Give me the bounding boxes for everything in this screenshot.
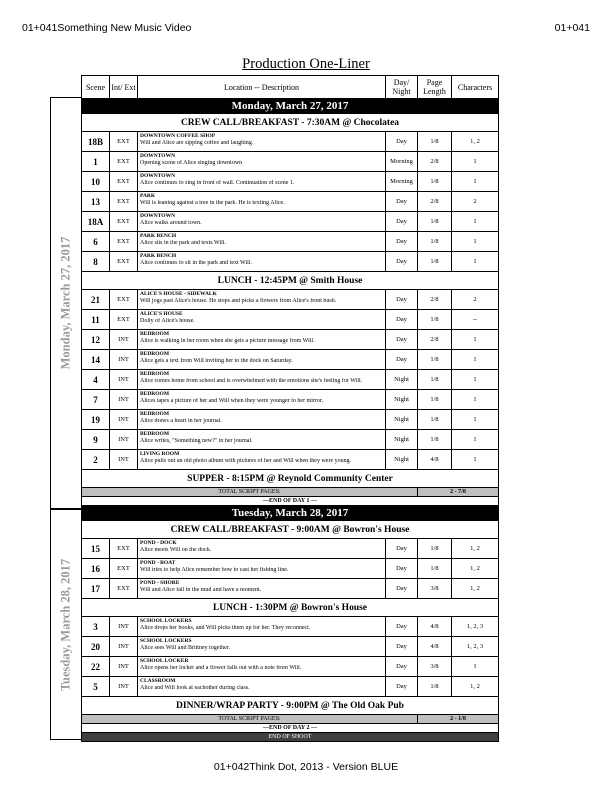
scene-summary: Alice sits in the park and texts Will. bbox=[140, 240, 226, 246]
scene-location: BEDROOM bbox=[140, 411, 170, 417]
characters: 1 bbox=[452, 212, 499, 232]
scene-description bbox=[138, 579, 386, 599]
page-length: 1/8 bbox=[418, 132, 452, 152]
scene-summary: Alice comes home from school and is overwhelmed with the emotions she's feeling for Will. bbox=[140, 378, 363, 384]
characters: 1 bbox=[452, 350, 499, 370]
day-night: Morning bbox=[386, 172, 418, 192]
int-ext: EXT bbox=[110, 172, 138, 192]
page-length: 1/8 bbox=[418, 172, 452, 192]
day-night: Night bbox=[386, 450, 418, 470]
scene-location: CLASSROOM bbox=[140, 678, 176, 684]
characters: 1, 2, 3 bbox=[452, 617, 499, 637]
one-liner-table bbox=[81, 75, 499, 742]
scene-number: 20 bbox=[82, 637, 110, 657]
int-ext: INT bbox=[110, 637, 138, 657]
scene-location: ALICE'S HOUSE - SIDEWALK bbox=[140, 291, 217, 297]
scene-number: 18B bbox=[82, 132, 110, 152]
scene-number: 16 bbox=[82, 559, 110, 579]
scene-location: ALICE'S HOUSE bbox=[140, 311, 183, 317]
column-header-location: Location -- Description bbox=[138, 76, 386, 99]
characters: 1 bbox=[452, 152, 499, 172]
scene-description bbox=[138, 212, 386, 232]
scene-number: 13 bbox=[82, 192, 110, 212]
int-ext: INT bbox=[110, 450, 138, 470]
page-length: 1/8 bbox=[418, 410, 452, 430]
scene-summary: Alice and Will look at eachother during class. bbox=[140, 685, 250, 691]
total-pages-row bbox=[82, 715, 499, 724]
scene-row bbox=[82, 677, 499, 697]
scene-description bbox=[138, 559, 386, 579]
page-length: 4/8 bbox=[418, 637, 452, 657]
int-ext: EXT bbox=[110, 252, 138, 272]
day-night: Day bbox=[386, 132, 418, 152]
scene-location: POND - SHORE bbox=[140, 580, 180, 586]
column-header-day-night: Day/ Night bbox=[386, 76, 418, 99]
scene-row bbox=[82, 310, 499, 330]
scene-summary: Alice pulls out an old photo album with pictures of her and Will when they were young. bbox=[140, 458, 352, 464]
scene-number: 17 bbox=[82, 579, 110, 599]
scene-row bbox=[82, 450, 499, 470]
day-night: Day bbox=[386, 192, 418, 212]
characters: 1 bbox=[452, 657, 499, 677]
scene-summary: Alice drops her books, and Will picks them up for her. They reconnect. bbox=[140, 625, 311, 631]
scene-description bbox=[138, 172, 386, 192]
characters: 1 bbox=[452, 390, 499, 410]
int-ext: EXT bbox=[110, 132, 138, 152]
scene-description bbox=[138, 657, 386, 677]
day-night: Day bbox=[386, 677, 418, 697]
scene-summary: Alice continues to sit in the park and text Will. bbox=[140, 260, 252, 266]
scene-row bbox=[82, 637, 499, 657]
scene-number: 10 bbox=[82, 172, 110, 192]
scene-row bbox=[82, 579, 499, 599]
scene-location: SCHOOL LOCKERS bbox=[140, 618, 192, 624]
characters: 1 bbox=[452, 232, 499, 252]
page-length: 1/8 bbox=[418, 677, 452, 697]
scene-number: 9 bbox=[82, 430, 110, 450]
characters: 1 bbox=[452, 172, 499, 192]
characters: 1 bbox=[452, 370, 499, 390]
scene-number: 21 bbox=[82, 290, 110, 310]
column-header-int-ext: Int/ Ext bbox=[110, 76, 138, 99]
scene-number: 4 bbox=[82, 370, 110, 390]
page-length: 2/8 bbox=[418, 290, 452, 310]
scene-description bbox=[138, 617, 386, 637]
page-length: 3/8 bbox=[418, 657, 452, 677]
page-length: 2/8 bbox=[418, 330, 452, 350]
meal-row bbox=[82, 599, 499, 617]
scene-number: 12 bbox=[82, 330, 110, 350]
closing-meal-label: DINNER/WRAP PARTY - 9:00PM @ The Old Oak Pub bbox=[82, 697, 499, 715]
end-of-day-row bbox=[82, 724, 499, 733]
characters: -- bbox=[452, 310, 499, 330]
characters: 1 bbox=[452, 330, 499, 350]
day-night: Day bbox=[386, 290, 418, 310]
scene-location: PARK BENCH bbox=[140, 233, 177, 239]
scene-location: BEDROOM bbox=[140, 351, 170, 357]
characters: 2 bbox=[452, 192, 499, 212]
total-pages-row bbox=[82, 488, 499, 497]
scene-row bbox=[82, 152, 499, 172]
scene-row bbox=[82, 559, 499, 579]
int-ext: INT bbox=[110, 677, 138, 697]
day-night: Night bbox=[386, 430, 418, 450]
scene-description bbox=[138, 232, 386, 252]
int-ext: INT bbox=[110, 370, 138, 390]
scene-summary: Will and Alice are sipping coffee and laughing. bbox=[140, 140, 254, 146]
scene-location: DOWNTOWN COFFEE SHOP bbox=[140, 133, 216, 139]
scene-row bbox=[82, 617, 499, 637]
characters: 1 bbox=[452, 450, 499, 470]
characters: 1, 2 bbox=[452, 132, 499, 152]
scene-description bbox=[138, 252, 386, 272]
scene-number: 8 bbox=[82, 252, 110, 272]
page-length: 2/8 bbox=[418, 152, 452, 172]
end-of-day-label: ---END OF DAY 2 --- bbox=[82, 724, 499, 733]
scene-location: POND - BOAT bbox=[140, 560, 176, 566]
scene-location: SCHOOL LOCKERS bbox=[140, 638, 192, 644]
page-length: 1/8 bbox=[418, 232, 452, 252]
total-pages-value: 2 - 1/8 bbox=[418, 715, 499, 724]
scene-location: BEDROOM bbox=[140, 391, 170, 397]
scene-summary: Alice walks around town. bbox=[140, 220, 202, 226]
int-ext: INT bbox=[110, 330, 138, 350]
scene-location: DOWNTOWN bbox=[140, 173, 176, 179]
int-ext: EXT bbox=[110, 559, 138, 579]
characters: 1, 2, 3 bbox=[452, 637, 499, 657]
scene-description bbox=[138, 310, 386, 330]
scene-description bbox=[138, 152, 386, 172]
scene-location: SCHOOL LOCKER bbox=[140, 658, 189, 664]
int-ext: EXT bbox=[110, 212, 138, 232]
scene-row bbox=[82, 330, 499, 350]
scene-description bbox=[138, 132, 386, 152]
characters: 1 bbox=[452, 410, 499, 430]
scene-location: DOWNTOWN bbox=[140, 153, 176, 159]
day-night: Night bbox=[386, 410, 418, 430]
scene-number: 15 bbox=[82, 539, 110, 559]
page-length: 1/8 bbox=[418, 430, 452, 450]
int-ext: EXT bbox=[110, 539, 138, 559]
column-header-characters: Characters bbox=[452, 76, 499, 99]
characters: 1 bbox=[452, 430, 499, 450]
total-pages-label: TOTAL SCRIPT PAGES: bbox=[82, 715, 418, 724]
scene-row bbox=[82, 539, 499, 559]
day-night: Day bbox=[386, 539, 418, 559]
characters: 1, 2 bbox=[452, 677, 499, 697]
closing-meal-label: SUPPER - 8:15PM @ Reynold Community Center bbox=[82, 470, 499, 488]
meal-row bbox=[82, 114, 499, 132]
scene-row bbox=[82, 252, 499, 272]
day-night: Day bbox=[386, 252, 418, 272]
int-ext: EXT bbox=[110, 579, 138, 599]
scene-location: BEDROOM bbox=[140, 431, 170, 437]
day-night: Day bbox=[386, 657, 418, 677]
day-side-label-text: Monday, March 27, 2017 bbox=[58, 236, 73, 370]
int-ext: INT bbox=[110, 617, 138, 637]
scene-description bbox=[138, 637, 386, 657]
characters: 1, 2 bbox=[452, 579, 499, 599]
scene-number: 19 bbox=[82, 410, 110, 430]
scene-row bbox=[82, 370, 499, 390]
scene-location: PARK bbox=[140, 193, 156, 199]
scene-description bbox=[138, 290, 386, 310]
int-ext: INT bbox=[110, 430, 138, 450]
day-night: Day bbox=[386, 617, 418, 637]
scene-number: 1 bbox=[82, 152, 110, 172]
scene-summary: Will is leaning against a tree in the park. He is texting Alice. bbox=[140, 200, 285, 206]
page-length: 1/8 bbox=[418, 370, 452, 390]
meal-label: LUNCH - 12:45PM @ Smith House bbox=[82, 272, 499, 290]
day-night: Day bbox=[386, 212, 418, 232]
scene-location: DOWNTOWN bbox=[140, 213, 176, 219]
end-of-shoot-row bbox=[82, 733, 499, 742]
scene-number: 6 bbox=[82, 232, 110, 252]
day-night: Night bbox=[386, 390, 418, 410]
day-night: Morning bbox=[386, 152, 418, 172]
end-of-day-row bbox=[82, 497, 499, 506]
end-of-day-label: ---END OF DAY 1 --- bbox=[82, 497, 499, 506]
int-ext: EXT bbox=[110, 152, 138, 172]
scene-summary: Alice opens her locker and a flower falls out with a note from Will. bbox=[140, 665, 302, 671]
day-night: Day bbox=[386, 559, 418, 579]
scene-number: 5 bbox=[82, 677, 110, 697]
closing-meal-row bbox=[82, 470, 499, 488]
int-ext: INT bbox=[110, 410, 138, 430]
page-header-left: 01+041Something New Music Video bbox=[22, 22, 192, 34]
scene-description bbox=[138, 370, 386, 390]
closing-meal-row bbox=[82, 697, 499, 715]
page-title: Production One-Liner bbox=[242, 56, 370, 72]
meal-row bbox=[82, 272, 499, 290]
characters: 1, 2 bbox=[452, 539, 499, 559]
scene-summary: Alice continues to sing in front of wall. Continuation of scene 1. bbox=[140, 180, 295, 186]
page-length: 4/8 bbox=[418, 450, 452, 470]
day-night: Day bbox=[386, 310, 418, 330]
scene-summary: Dolly of Alice's house. bbox=[140, 318, 195, 324]
scene-location: BEDROOM bbox=[140, 371, 170, 377]
scene-number: 18A bbox=[82, 212, 110, 232]
scene-description bbox=[138, 677, 386, 697]
scene-summary: Will tries to help Alice remember how to cast her fishing line. bbox=[140, 567, 289, 573]
scene-number: 2 bbox=[82, 450, 110, 470]
page-length: 1/8 bbox=[418, 252, 452, 272]
meal-label: CREW CALL/BREAKFAST - 7:30AM @ Chocolatea bbox=[82, 114, 499, 132]
scene-row bbox=[82, 290, 499, 310]
scene-location: BEDROOM bbox=[140, 331, 170, 337]
column-header-scene: Scene bbox=[82, 76, 110, 99]
total-pages-label: TOTAL SCRIPT PAGES: bbox=[82, 488, 418, 497]
scene-row bbox=[82, 232, 499, 252]
scene-row bbox=[82, 192, 499, 212]
scene-row bbox=[82, 390, 499, 410]
int-ext: EXT bbox=[110, 290, 138, 310]
scene-summary: Alice writes, "Something new?" in her journal. bbox=[140, 438, 253, 444]
int-ext: EXT bbox=[110, 192, 138, 212]
day-header-row bbox=[82, 506, 499, 521]
column-header-page-length: Page Length bbox=[418, 76, 452, 99]
scene-number: 7 bbox=[82, 390, 110, 410]
total-pages-value: 2 - 7/8 bbox=[418, 488, 499, 497]
scene-number: 14 bbox=[82, 350, 110, 370]
scene-location: LIVING ROOM bbox=[140, 451, 180, 457]
scene-summary: Alice meets Will on the dock. bbox=[140, 547, 212, 553]
page-header-right: 01+041 bbox=[554, 22, 590, 34]
day-night: Day bbox=[386, 637, 418, 657]
page-length: 1/8 bbox=[418, 212, 452, 232]
scene-row bbox=[82, 132, 499, 152]
scene-summary: Will and Alice fall in the mud and have a moment. bbox=[140, 587, 262, 593]
characters: 2 bbox=[452, 290, 499, 310]
scene-summary: Will jogs past Alice's house. He stops and picks a flowers from Alice's front bush. bbox=[140, 298, 337, 304]
end-of-shoot-label: END OF SHOOT bbox=[82, 733, 499, 742]
scene-number: 3 bbox=[82, 617, 110, 637]
scene-summary: Alice sees Will and Brittney together. bbox=[140, 645, 230, 651]
page-length: 1/8 bbox=[418, 559, 452, 579]
scene-summary: Opening scene of Alice singing downtown bbox=[140, 160, 243, 166]
scene-number: 22 bbox=[82, 657, 110, 677]
page-length: 1/8 bbox=[418, 539, 452, 559]
scene-description bbox=[138, 450, 386, 470]
page-length: 1/8 bbox=[418, 310, 452, 330]
day-header-row bbox=[82, 99, 499, 114]
page-length: 1/8 bbox=[418, 350, 452, 370]
page-length: 3/8 bbox=[418, 579, 452, 599]
scene-description bbox=[138, 430, 386, 450]
int-ext: INT bbox=[110, 390, 138, 410]
day-night: Day bbox=[386, 579, 418, 599]
day-night: Day bbox=[386, 232, 418, 252]
scene-row bbox=[82, 350, 499, 370]
characters: 1, 2 bbox=[452, 559, 499, 579]
day-side-label-tuesday bbox=[50, 509, 81, 740]
meal-label: LUNCH - 1:30PM @ Bowron's House bbox=[82, 599, 499, 617]
page-length: 1/8 bbox=[418, 390, 452, 410]
characters: 1 bbox=[452, 252, 499, 272]
scene-summary: Alice is walking in her room when she gets a picture message from Will. bbox=[140, 338, 315, 344]
day-night: Day bbox=[386, 350, 418, 370]
day-header: Monday, March 27, 2017 bbox=[82, 99, 499, 114]
scene-summary: Alice draws a heart in her journal. bbox=[140, 418, 222, 424]
int-ext: EXT bbox=[110, 232, 138, 252]
scene-description bbox=[138, 330, 386, 350]
scene-row bbox=[82, 212, 499, 232]
scene-location: POND - DOCK bbox=[140, 540, 177, 546]
scene-row bbox=[82, 657, 499, 677]
scene-location: PARK BENCH bbox=[140, 253, 177, 259]
scene-description bbox=[138, 390, 386, 410]
scene-number: 11 bbox=[82, 310, 110, 330]
scene-row bbox=[82, 172, 499, 192]
int-ext: INT bbox=[110, 657, 138, 677]
meal-label: CREW CALL/BREAKFAST - 9:00AM @ Bowron's House bbox=[82, 521, 499, 539]
int-ext: EXT bbox=[110, 310, 138, 330]
int-ext: INT bbox=[110, 350, 138, 370]
scene-description bbox=[138, 539, 386, 559]
page-length: 2/8 bbox=[418, 192, 452, 212]
scene-description bbox=[138, 192, 386, 212]
page-length: 4/8 bbox=[418, 617, 452, 637]
scene-row bbox=[82, 430, 499, 450]
scene-summary: Alice gets a text from Will inviting her to the dock on Saturday. bbox=[140, 358, 293, 364]
day-side-label-monday bbox=[50, 97, 81, 509]
day-header: Tuesday, March 28, 2017 bbox=[82, 506, 499, 521]
day-night: Day bbox=[386, 330, 418, 350]
scene-description bbox=[138, 410, 386, 430]
day-side-label-text: Tuesday, March 28, 2017 bbox=[58, 558, 73, 691]
column-header-row bbox=[82, 76, 499, 99]
page-footer: 01+042Think Dot, 2013 - Version BLUE bbox=[213, 761, 399, 773]
scene-summary: Alices tapes a picture of her and Will when they were younger to her mirror. bbox=[140, 398, 324, 404]
scene-row bbox=[82, 410, 499, 430]
scene-description bbox=[138, 350, 386, 370]
meal-row bbox=[82, 521, 499, 539]
day-night: Night bbox=[386, 370, 418, 390]
